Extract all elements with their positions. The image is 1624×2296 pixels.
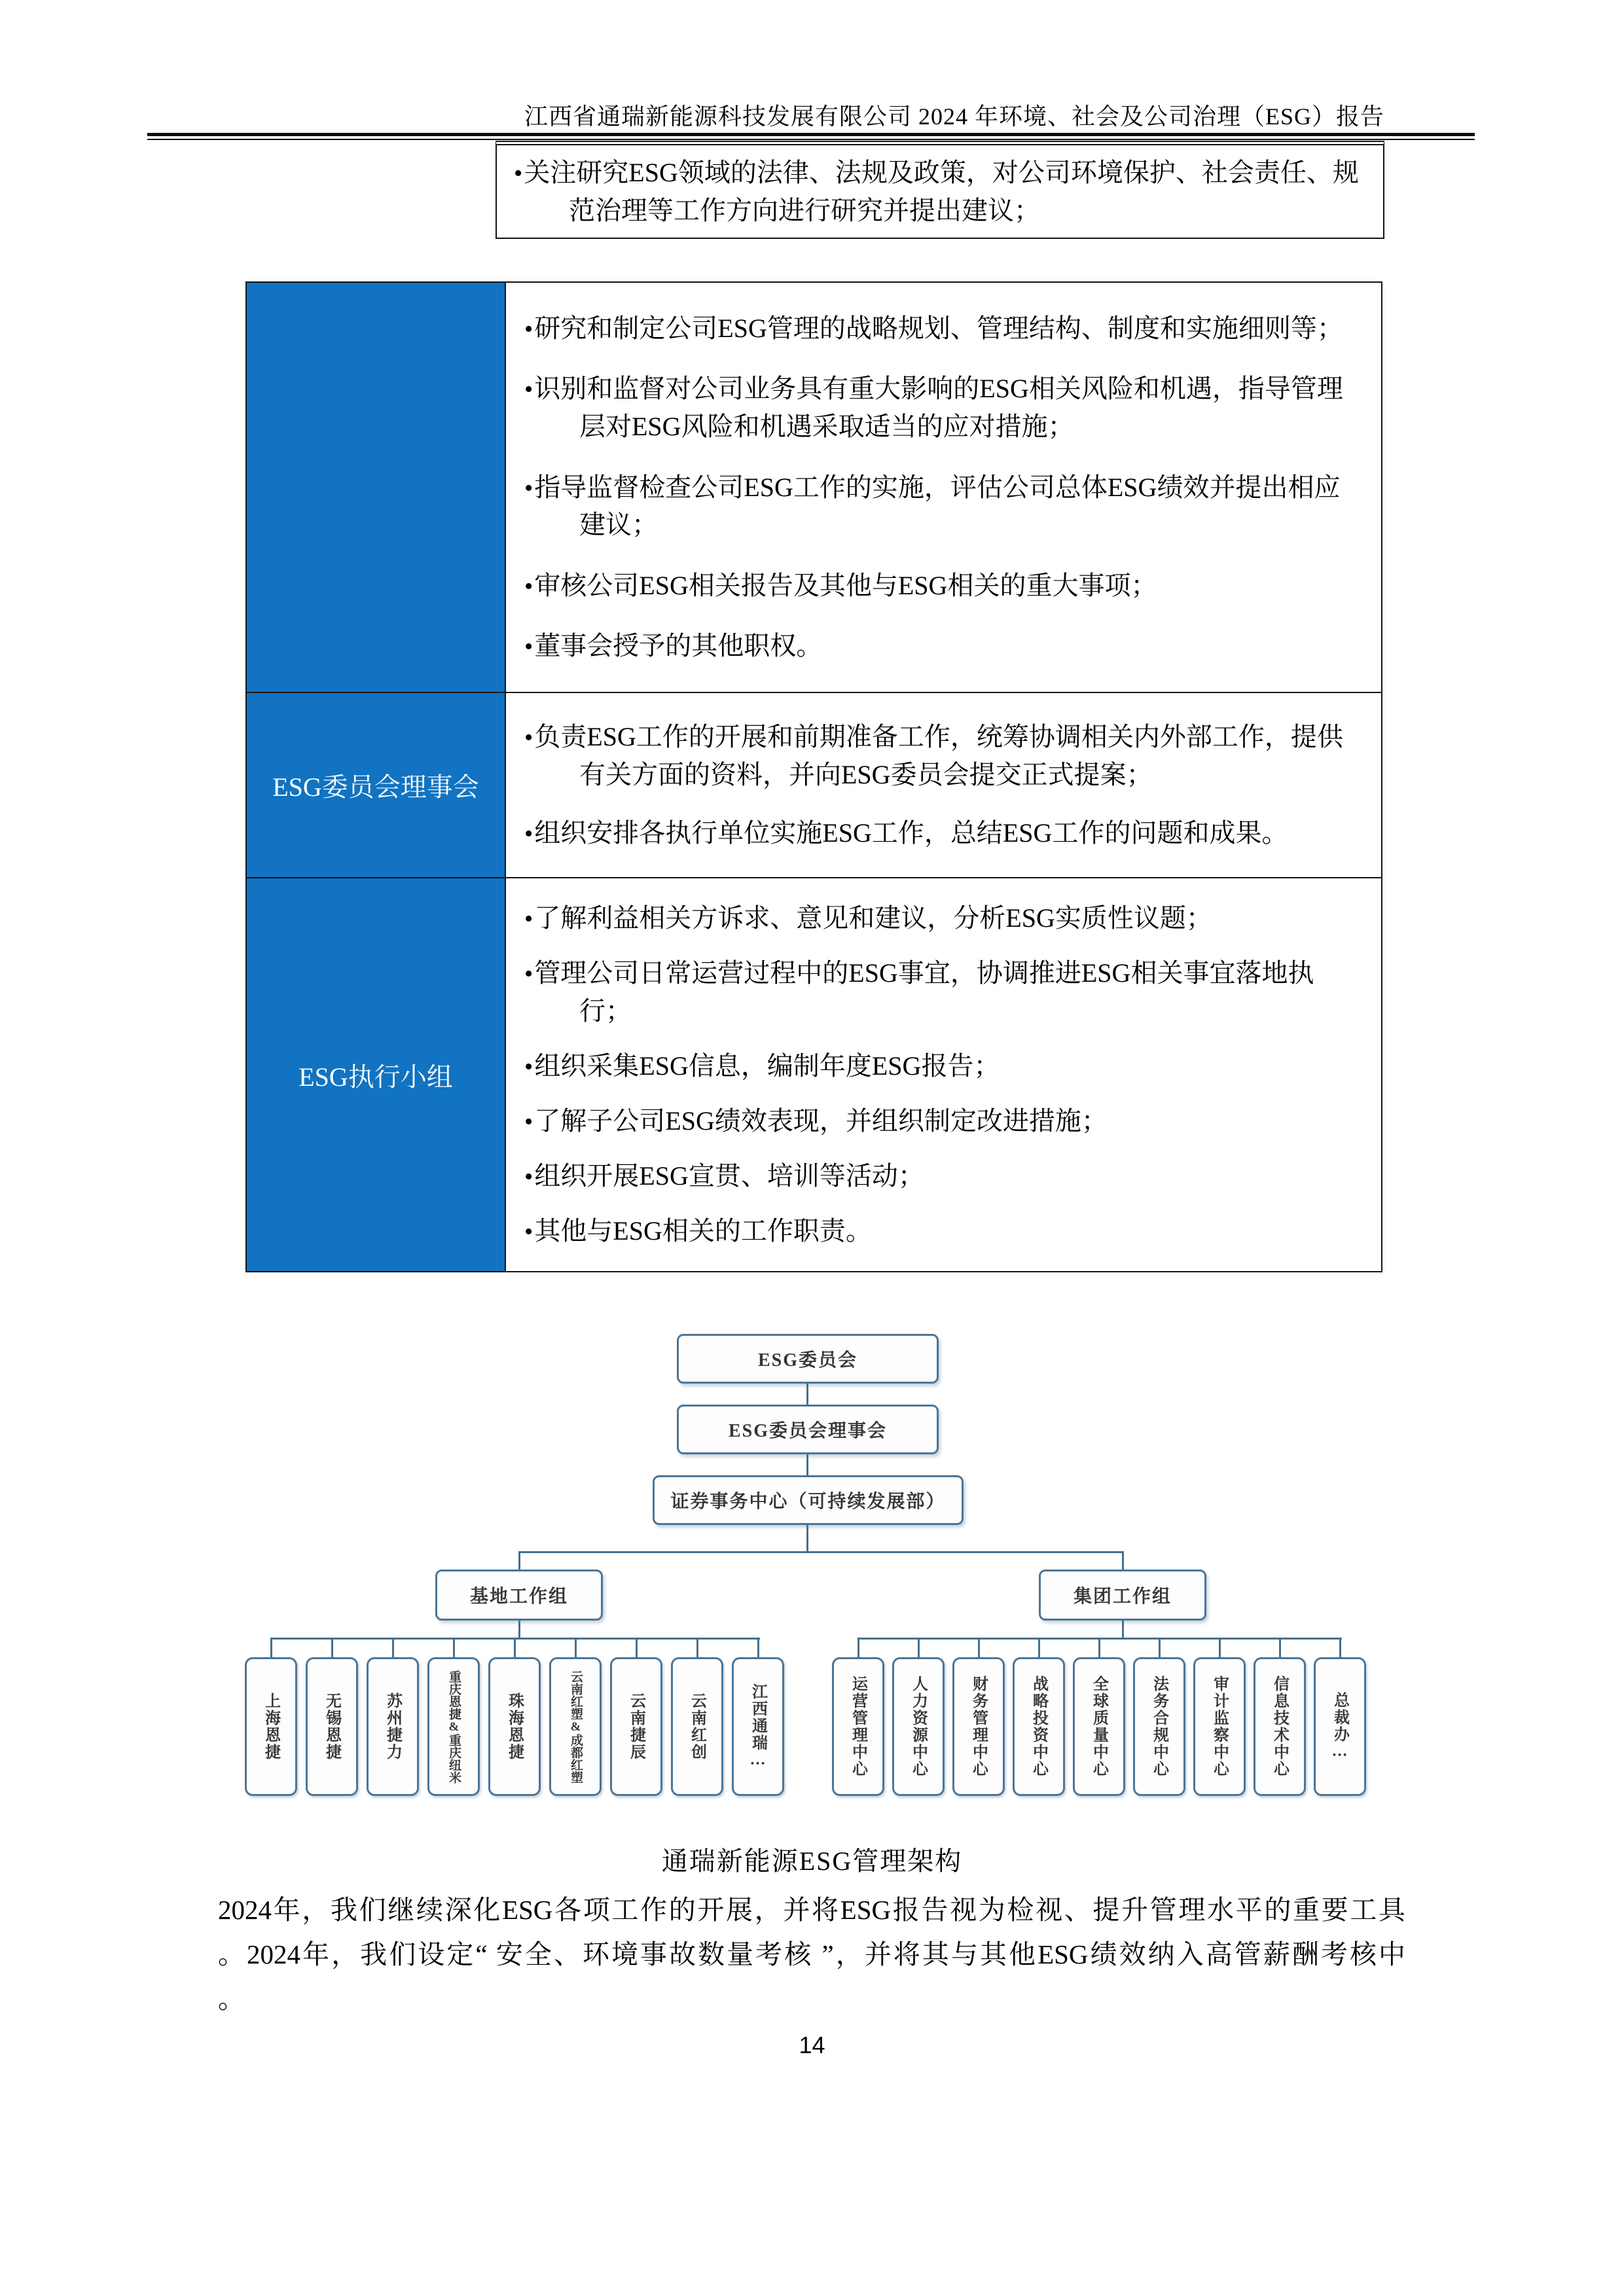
- paragraph-line: 2024年，我们继续深化ESG各项工作的开展，并将ESG报告视为检视、提升管理水平的重要工具: [218, 1895, 1405, 1925]
- connector-line: [518, 1621, 520, 1639]
- connector-line: [331, 1638, 333, 1657]
- bullet-text: 关注研究ESG领域的法律、法规及政策，对公司环境保护、社会责任、规范治理等工作方向进行研究并提出建议；: [524, 157, 1359, 225]
- org-chart-node-securities-center: 证券事务中心（可持续发展部）: [653, 1475, 964, 1525]
- org-chart-unit: 战略投资中心: [1013, 1657, 1065, 1796]
- org-chart-unit: 法务合规中心: [1133, 1657, 1185, 1796]
- connector-line: [1122, 1552, 1124, 1571]
- bullet-item: [514, 154, 1369, 229]
- connector-line: [453, 1638, 455, 1657]
- bullet-icon: •: [524, 1107, 533, 1136]
- bullet-item: [524, 567, 1362, 605]
- bullet-text: 董事会授予的其他职权。: [534, 631, 823, 661]
- page-number: 14: [799, 2032, 825, 2058]
- bullet-icon: •: [524, 960, 533, 988]
- header-rule: [147, 133, 1475, 140]
- page-header-title: 江西省通瑞新能源科技发展有限公司 2024 年环境、社会及公司治理（ESG）报告: [524, 103, 1384, 130]
- org-chart-unit: 信息技术中心: [1254, 1657, 1306, 1796]
- connector-line: [1279, 1638, 1281, 1657]
- bullet-icon: •: [524, 633, 533, 661]
- connector-line: [806, 1384, 808, 1406]
- bullet-icon: •: [514, 159, 523, 187]
- bullet-icon: •: [524, 1162, 533, 1191]
- chart-caption: 通瑞新能源ESG管理架构: [661, 1846, 963, 1876]
- org-chart-unit: 珠海恩捷: [488, 1657, 541, 1796]
- org-chart: [236, 1329, 1394, 1826]
- bullet-text: 了解子公司ESG绩效表现，并组织制定改进措施；: [534, 1105, 1108, 1136]
- connector-line: [1219, 1638, 1221, 1657]
- org-chart-unit: 云南红创: [671, 1657, 723, 1796]
- org-chart-unit: 江西通瑞…: [732, 1657, 784, 1796]
- table-row-content: [506, 283, 1381, 693]
- connector-line: [806, 1525, 808, 1552]
- bullet-text: 指导监督检查公司ESG工作的实施，评估公司总体ESG绩效并提出相应建议；: [534, 472, 1341, 540]
- bullet-item: [524, 718, 1362, 793]
- org-chart-node-base-workgroup: 基地工作组: [435, 1570, 603, 1621]
- org-chart-unit: 全球质量中心: [1073, 1657, 1125, 1796]
- org-chart-unit: 审计监察中心: [1193, 1657, 1246, 1796]
- org-chart-node-esg-council: ESG委员会理事会: [677, 1405, 939, 1454]
- org-chart-unit: 云南红塑&成都红塑: [549, 1657, 602, 1796]
- bullet-text: 审核公司ESG相关报告及其他与ESG相关的重大事项；: [534, 570, 1157, 600]
- table-row-label: ESG委员会理事会: [247, 693, 506, 878]
- table-row-content: [506, 878, 1381, 1271]
- connector-line: [270, 1638, 272, 1657]
- closing-paragraph: [218, 1888, 1405, 2021]
- org-chart-unit: 人力资源中心: [892, 1657, 945, 1796]
- bullet-icon: •: [524, 820, 533, 848]
- org-chart-unit: 苏州捷力: [367, 1657, 419, 1796]
- connector-line: [978, 1638, 980, 1657]
- bullet-icon: •: [524, 474, 533, 502]
- connector-line: [636, 1638, 638, 1657]
- bullet-item: [524, 469, 1362, 544]
- connector-line: [1339, 1638, 1341, 1657]
- org-chart-unit: 总裁办…: [1314, 1657, 1366, 1796]
- connector-line: [1122, 1621, 1124, 1639]
- connector-line: [1038, 1638, 1040, 1657]
- org-chart-node-esg-committee: ESG委员会: [677, 1334, 939, 1384]
- connector-line: [575, 1638, 577, 1657]
- connector-line: [514, 1638, 516, 1657]
- esg-roles-table: [245, 281, 1382, 1272]
- bullet-icon: •: [524, 572, 533, 600]
- paragraph-line: 。: [218, 1984, 245, 2014]
- connector-line: [1159, 1638, 1161, 1657]
- connector-line: [806, 1454, 808, 1477]
- bullet-item: [524, 814, 1362, 852]
- org-chart-unit: 运营管理中心: [832, 1657, 884, 1796]
- bullet-item: [524, 954, 1362, 1030]
- bullet-text: 管理公司日常运营过程中的ESG事宜，协调推进ESG相关事宜落地执行；: [534, 958, 1314, 1026]
- bullet-icon: •: [524, 723, 533, 751]
- bullet-item: [524, 1102, 1362, 1140]
- bullet-item: [524, 370, 1362, 445]
- bullet-icon: •: [524, 905, 533, 933]
- intro-box: [496, 141, 1384, 239]
- bullet-icon: •: [524, 376, 533, 404]
- connector-line: [1098, 1638, 1100, 1657]
- bullet-text: 组织开展ESG宣贯、培训等活动；: [534, 1160, 924, 1191]
- bullet-item: [524, 1047, 1362, 1085]
- table-row-content: [506, 693, 1381, 878]
- org-chart-unit: 财务管理中心: [952, 1657, 1005, 1796]
- bullet-text: 组织安排各执行单位实施ESG工作，总结ESG工作的问题和成果。: [534, 818, 1288, 848]
- connector-line: [857, 1638, 859, 1657]
- bullet-text: 了解利益相关方诉求、意见和建议，分析ESG实质性议题；: [534, 903, 1212, 933]
- table-row-label: [247, 283, 506, 693]
- org-chart-unit: 云南捷辰: [610, 1657, 662, 1796]
- connector-line: [757, 1638, 759, 1657]
- org-chart-unit: 重庆恩捷&重庆纽米: [427, 1657, 480, 1796]
- bullet-item: [524, 1212, 1362, 1250]
- connector-line: [518, 1552, 520, 1571]
- table-row-label: ESG执行小组: [247, 878, 506, 1271]
- bullet-text: 其他与ESG相关的工作职责。: [534, 1215, 872, 1246]
- bullet-text: 研究和制定公司ESG管理的战略规划、管理结构、制度和实施细则等；: [534, 313, 1343, 343]
- paragraph-line: 。2024年，我们设定“ 安全、环境事故数量考核 ”，并将其与其他ESG绩效纳入高管薪酬考核中: [218, 1939, 1405, 1969]
- org-chart-node-group-workgroup: 集团工作组: [1039, 1570, 1206, 1621]
- bullet-item: [524, 899, 1362, 937]
- connector-line: [696, 1638, 698, 1657]
- org-chart-unit: 无锡恩捷: [306, 1657, 358, 1796]
- connector-line: [918, 1638, 920, 1657]
- bullet-text: 负责ESG工作的开展和前期准备工作，统筹协调相关内外部工作，提供有关方面的资料，并向ESG委员会提交正式提案；: [534, 721, 1343, 789]
- bullet-item: [524, 310, 1362, 348]
- bullet-icon: •: [524, 1052, 533, 1081]
- bullet-text: 组织采集ESG信息，编制年度ESG报告；: [534, 1050, 1000, 1081]
- org-chart-unit: 上海恩捷: [245, 1657, 297, 1796]
- connector-line: [392, 1638, 394, 1657]
- bullet-item: [524, 1157, 1362, 1195]
- bullet-text: 识别和监督对公司业务具有重大影响的ESG相关风险和机遇，指导管理层对ESG风险和机遇采取适当的应对措施；: [534, 374, 1343, 442]
- bullet-icon: •: [524, 1217, 533, 1246]
- bullet-item: [524, 627, 1362, 665]
- bullet-icon: •: [524, 315, 533, 343]
- connector-line: [518, 1551, 1124, 1553]
